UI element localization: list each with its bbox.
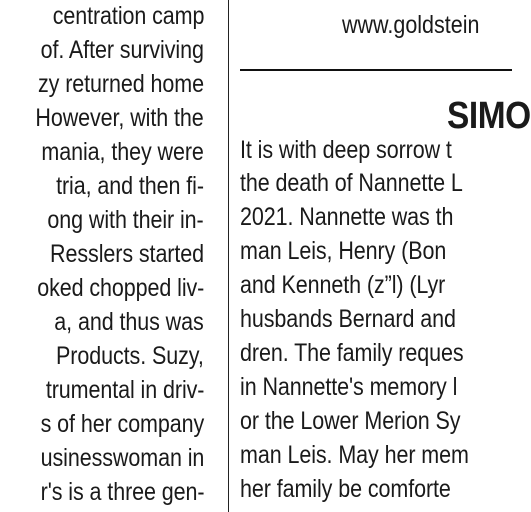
right-text-line: It is with deep sorrow t [240,136,452,164]
left-text-line: oked chopped liv- [36,274,204,302]
right-text-line: 2021. Nannette was th [240,203,454,231]
right-text-line: her family be comforte [240,475,451,503]
left-text-line: of. After surviving [40,36,204,64]
left-text-line: r's is a three gen- [40,478,204,506]
column-divider [228,0,229,512]
left-text-line: s of her company [40,410,204,438]
left-text-line: zy returned home [38,70,204,98]
left-text-line: tria, and then fi- [56,172,204,200]
right-text-line: man Leis. May her mem [240,441,469,469]
left-text-line: Resslers started [50,240,204,268]
right-text-line: husbands Bernard and [240,305,456,333]
left-article-column [0,0,218,512]
right-text-line: and Kenneth (z”l) (Lyr [240,271,446,299]
left-text-line: mania, they were [41,138,204,166]
section-rule [240,69,512,71]
left-text-line: However, with the [35,104,204,132]
left-text-line: centration camp [52,2,204,30]
left-text-line: Products. Suzy, [56,342,204,370]
right-text-line: or the Lower Merion Sy [240,407,461,435]
right-text-line: in Nannette's memory l [240,373,458,401]
right-text-line: the death of Nannette L [240,169,463,197]
left-text-line: a, and thus was [54,308,204,336]
left-text-line: trumental in driv- [45,376,204,404]
right-obituary-column [240,0,531,512]
right-text-line: man Leis, Henry (Bon [240,237,447,265]
obituary-heading: SIMO [447,95,531,137]
left-text-line: usinesswoman in [40,444,204,472]
right-text-line: dren. The family reques [240,339,464,367]
funeral-home-url: www.goldstein [342,11,480,39]
left-text-line: ong with their in- [47,206,204,234]
